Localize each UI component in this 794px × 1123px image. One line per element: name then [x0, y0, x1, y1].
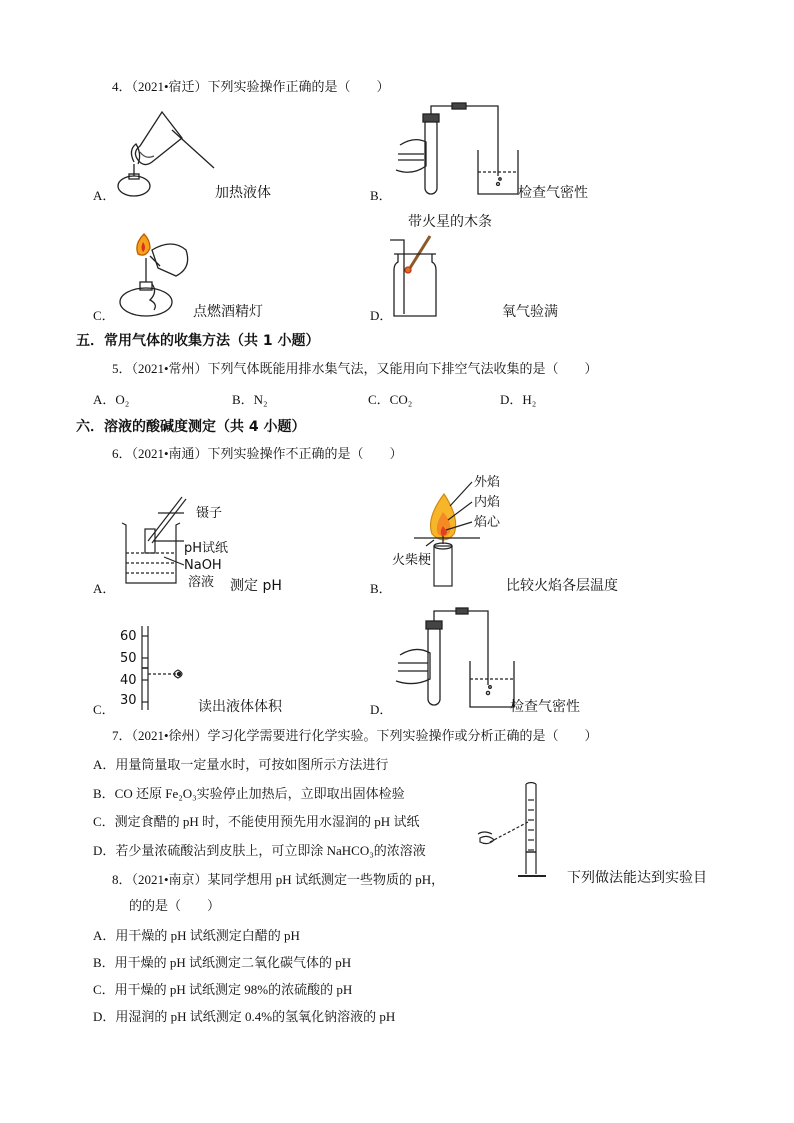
q4-option-d-caption: 氧气验满 [502, 304, 558, 320]
fig6a-label-tweezers: 镊子 [196, 506, 223, 521]
q4-d-label-glowing-splint: 带火星的木条 [408, 214, 492, 230]
q8-option-a: A．用干燥的 pH 试纸测定白醋的 pH [93, 928, 300, 943]
q5-option-d: D．H₂ [500, 392, 537, 407]
q4-option-c-caption: 点燃酒精灯 [193, 304, 263, 320]
q4-option-b-caption: 检查气密性 [518, 185, 588, 201]
fig6a-label-naoh: NaOH [184, 558, 222, 573]
q4-option-d-letter: D． [370, 308, 393, 323]
figure-airtightness-check-2 [392, 605, 517, 710]
section-6-title: 六．溶液的酸碱度测定（共 4 小题） [76, 419, 306, 435]
figure-flame-layers [390, 470, 510, 588]
figure-read-cylinder [112, 622, 202, 712]
q4-option-a-letter: A． [93, 188, 116, 203]
q6-option-b-caption: 比较火焰各层温度 [506, 578, 618, 594]
q7-option-c: C．测定食醋的 pH 时，不能使用预先用水湿润的 pH 试纸 [93, 814, 420, 829]
figure-cylinder-eye-above [470, 780, 560, 880]
q5-stem: 5．（2021•常州）下列气体既能用排水集气法，又能用向下排空气法收集的是（ ） [112, 361, 598, 376]
figure-measure-ph [118, 495, 248, 590]
q4-option-b-letter: B． [370, 188, 392, 203]
fig6a-label-solution: 溶液 [188, 575, 215, 590]
q5-option-b: B．N₂ [232, 392, 268, 407]
q8-stem-part3: 的的是（ ） [129, 898, 221, 913]
fig6c-tick-40: 40 [120, 673, 137, 688]
q5-option-c: C．CO₂ [368, 392, 413, 407]
q8-stem-part2: 下列做法能达到实验目 [567, 870, 707, 886]
q7-option-d: D．若少量浓硫酸沾到皮肤上，可立即涂 NaHCO₃的浓溶液 [93, 843, 426, 858]
q6-option-c-caption: 读出液体体积 [198, 699, 282, 715]
q4-option-a-caption: 加热液体 [215, 185, 271, 201]
figure-airtightness-check [390, 100, 520, 200]
figure-oxygen-full-test [388, 228, 448, 320]
q6-option-d-letter: D． [370, 702, 393, 717]
q7-stem: 7．（2021•徐州）学习化学需要进行化学实验。下列实验操作或分析正确的是（ ） [112, 728, 598, 743]
q7-option-a: A．用量筒量取一定量水时，可按如图所示方法进行 [93, 757, 389, 772]
q6-option-c-letter: C． [93, 702, 115, 717]
q4-stem: 4．（2021•宿迁）下列实验操作正确的是（ ） [112, 79, 390, 94]
fig6a-label-ph-paper: pH试纸 [184, 541, 229, 556]
fig6b-label-match-stick: 火柴梗 [392, 553, 432, 568]
q4-option-c-letter: C． [93, 308, 115, 323]
q6-option-d-caption: 检查气密性 [510, 699, 580, 715]
q5-option-a: A．O₂ [93, 392, 130, 407]
fig6b-label-inner-flame: 内焰 [474, 495, 501, 510]
q6-option-b-letter: B． [370, 581, 392, 596]
fig6c-tick-50: 50 [120, 651, 137, 666]
fig6c-tick-30: 30 [120, 693, 137, 708]
q8-option-b: B．用干燥的 pH 试纸测定二氧化碳气体的 pH [93, 955, 352, 970]
figure-heating-liquid [112, 100, 222, 205]
q6-option-a-caption: 测定 pH [230, 578, 282, 594]
fig6b-label-flame-core: 焰心 [474, 515, 501, 530]
q6-option-a-letter: A． [93, 581, 116, 596]
q8-option-d: D．用湿润的 pH 试纸测定 0.4%的氢氧化钠溶液的 pH [93, 1009, 396, 1024]
q8-stem-part1: 8．（2021•南京）某同学想用 pH 试纸测定一些物质的 pH， [112, 872, 445, 887]
q8-option-c: C．用干燥的 pH 试纸测定 98%的浓硫酸的 pH [93, 982, 353, 997]
fig6c-tick-60: 60 [120, 629, 137, 644]
q6-stem: 6．（2021•南通）下列实验操作不正确的是（ ） [112, 446, 403, 461]
q7-option-b: B．CO 还原 Fe₂O₃实验停止加热后，立即取出固体检验 [93, 786, 405, 801]
fig6b-label-outer-flame: 外焰 [474, 475, 501, 490]
section-5-title: 五．常用气体的收集方法（共 1 小题） [76, 333, 320, 349]
